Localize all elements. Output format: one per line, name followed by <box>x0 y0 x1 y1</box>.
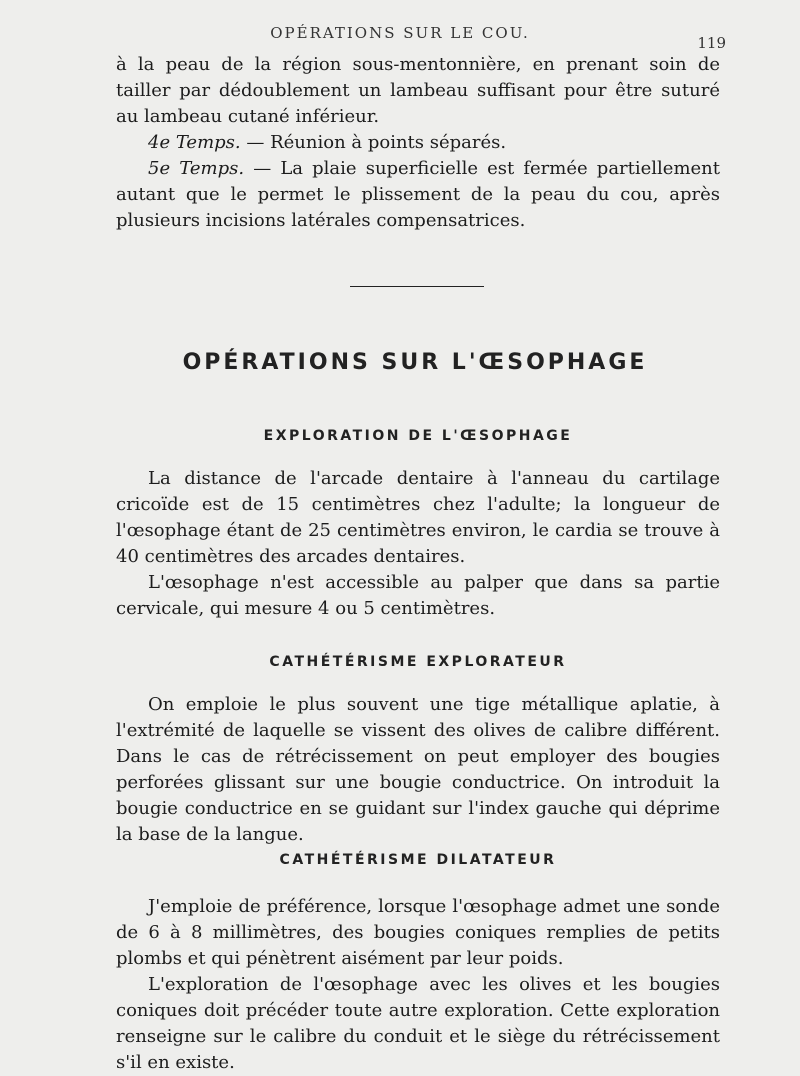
intro-block <box>116 52 720 234</box>
page-number: 119 <box>697 34 726 52</box>
exploration-heading: EXPLORATION DE L'ŒSOPHAGE <box>263 428 573 444</box>
section-title: OPÉRATIONS SUR L'ŒSOPHAGE <box>182 350 648 375</box>
step-5-label: 5e Temps. <box>148 158 245 179</box>
dilatateur-block <box>116 894 720 1076</box>
step-5-text: — La plaie superficielle est fermée partiellement autant que le permet le plissement de la peau du cou, après plusieurs incisions latérales compensatrices. <box>116 158 721 231</box>
dilatateur-paragraph-1: J'emploie de préférence, lorsque l'œsophage admet une sonde de 6 à 8 millimètres, des bougies coniques remplies de petits plombs et qui pénètrent aisément par leur poids. <box>116 896 720 969</box>
explorateur-paragraph: On emploie le plus souvent une tige métallique aplatie, à l'extrémité de laquelle se vissent des olives de calibre différent. Dans le cas de rétrécissement on peut employer des bougies perforées glissant sur une bougie conductrice. On introduit la bougie conductrice en se guidant sur l'index gauche qui déprime la base de la langue. <box>116 694 720 845</box>
step-4-text: — Réunion à points séparés. <box>240 132 507 153</box>
running-head: OPÉRATIONS SUR LE COU. <box>270 24 530 42</box>
intro-paragraph: à la peau de la région sous-mentonnière, en prenant soin de tailler par dédoublement un lambeau suffisant pour être suturé au lambeau cutané inférieur. <box>116 54 720 127</box>
exploration-block <box>116 466 720 622</box>
exploration-paragraph-1: La distance de l'arcade dentaire à l'anneau du cartilage cricoïde est de 15 centimètres chez l'adulte; la longueur de l'œsophage étant de 25 centimètres environ, le cardia se trouve à 40 centimètres des arcades dentaires. <box>116 468 720 567</box>
step-4-paragraph <box>116 130 720 156</box>
step-5-paragraph <box>116 156 720 234</box>
dilatateur-paragraph-2: L'exploration de l'œsophage avec les olives et les bougies coniques doit précéder toute autre exploration. Cette exploration renseigne sur le calibre du conduit et le siège du rétrécissement s'il en existe. <box>116 974 720 1073</box>
step-4-label: 4e Temps. <box>148 132 241 153</box>
explorateur-heading: CATHÉTÉRISME EXPLORATEUR <box>269 654 567 670</box>
section-divider <box>350 286 484 287</box>
dilatateur-heading: CATHÉTÉRISME DILATATEUR <box>279 852 557 868</box>
exploration-paragraph-2: L'œsophage n'est accessible au palper que dans sa partie cervicale, qui mesure 4 ou 5 centimètres. <box>116 572 720 619</box>
explorateur-block <box>116 692 720 848</box>
